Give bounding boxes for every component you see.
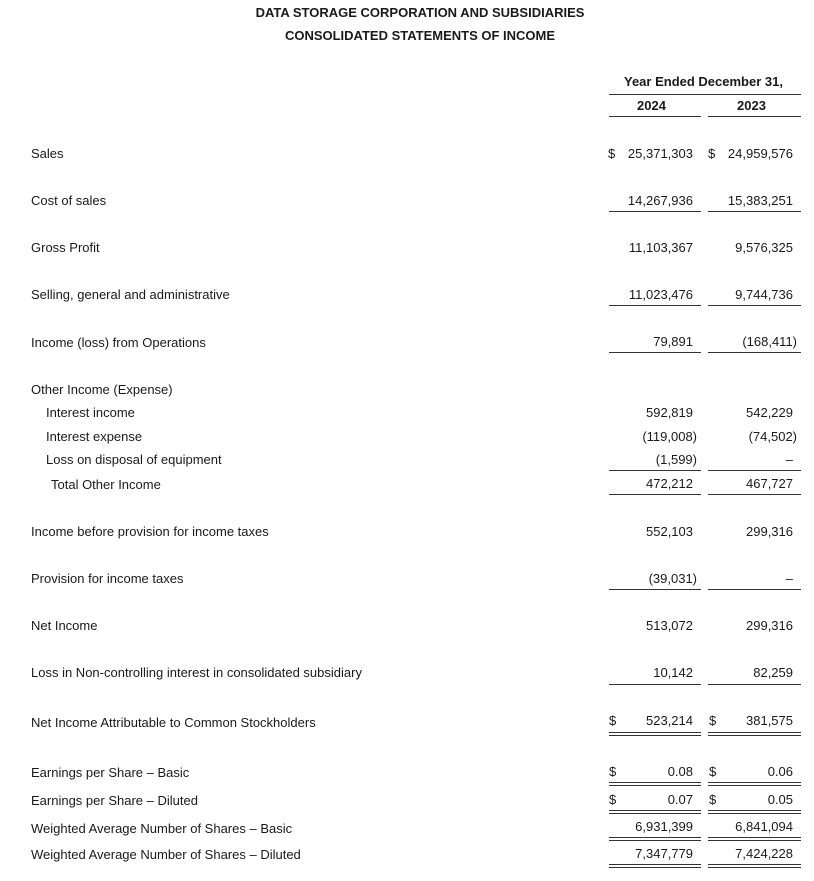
shares-basic-2024: 6,931,399 bbox=[635, 819, 693, 834]
subtotal-rule bbox=[609, 494, 701, 495]
row-label-sga: Selling, general and administrative bbox=[31, 287, 230, 302]
total-double-rule bbox=[708, 732, 801, 736]
pretax-income-2023: 299,316 bbox=[746, 524, 793, 539]
period-header: Year Ended December 31, bbox=[624, 74, 783, 89]
row-label-eps-basic: Earnings per Share – Basic bbox=[31, 765, 190, 780]
row-label-shares-diluted: Weighted Average Number of Shares – Diluted bbox=[31, 847, 301, 862]
subtotal-rule bbox=[708, 352, 801, 353]
eps-basic-2024: 0.08 bbox=[667, 764, 693, 779]
shares-diluted-2024: 7,347,779 bbox=[635, 846, 693, 861]
subtotal-rule bbox=[609, 684, 701, 685]
row-label-sales: Sales bbox=[31, 146, 64, 161]
subtotal-rule bbox=[708, 494, 801, 495]
eps-basic-2023: 0.06 bbox=[767, 764, 793, 779]
total-double-rule bbox=[609, 864, 701, 868]
shares-basic-2023: 6,841,094 bbox=[735, 819, 793, 834]
total-double-rule bbox=[609, 732, 701, 736]
pretax-income-2024: 552,103 bbox=[646, 524, 693, 539]
column-2024-header: 2024 bbox=[637, 98, 666, 113]
gross-profit-2023: 9,576,325 bbox=[735, 240, 793, 255]
currency-symbol: $ bbox=[709, 713, 717, 728]
loss-on-disposal-2023: – bbox=[785, 452, 793, 467]
tax-provision-2024: (39,031) bbox=[648, 571, 697, 586]
row-label-interest-expense: Interest expense bbox=[46, 429, 143, 444]
total-double-rule bbox=[609, 782, 701, 786]
eps-diluted-2023: 0.05 bbox=[767, 792, 793, 807]
period-header-rule bbox=[609, 94, 801, 95]
row-label-pretax-income: Income before provision for income taxes bbox=[31, 524, 269, 539]
interest-expense-2024: (119,008) bbox=[642, 429, 697, 444]
row-label-interest-income: Interest income bbox=[46, 405, 135, 420]
interest-expense-2023: (74,502) bbox=[748, 429, 797, 444]
interest-income-2023: 542,229 bbox=[746, 405, 793, 420]
total-double-rule bbox=[609, 810, 701, 814]
noncontrolling-interest-2024: 10,142 bbox=[653, 665, 693, 680]
statement-title: CONSOLIDATED STATEMENTS OF INCOME bbox=[284, 28, 556, 43]
net-income-common-2023: 381,575 bbox=[746, 713, 793, 728]
total-other-income-2023: 467,727 bbox=[746, 476, 793, 491]
row-label-net-income-common: Net Income Attributable to Common Stockholders bbox=[31, 715, 316, 730]
tax-provision-2023: – bbox=[785, 571, 793, 586]
cost-of-sales-2024: 14,267,936 bbox=[627, 193, 693, 208]
sga-2024: 11,023,476 bbox=[628, 287, 693, 302]
subtotal-rule bbox=[708, 470, 801, 471]
row-label-cost-of-sales: Cost of sales bbox=[31, 193, 107, 208]
currency-symbol: $ bbox=[708, 146, 716, 161]
row-label-tax-provision: Provision for income taxes bbox=[31, 571, 184, 586]
subtotal-rule bbox=[708, 589, 801, 590]
currency-symbol: $ bbox=[609, 764, 617, 779]
net-income-common-2024: 523,214 bbox=[646, 713, 693, 728]
currency-symbol: $ bbox=[609, 713, 617, 728]
row-label-gross-profit: Gross Profit bbox=[31, 240, 100, 255]
subtotal-rule bbox=[708, 211, 801, 212]
column-2023-rule bbox=[708, 116, 801, 117]
row-label-noncontrolling-interest: Loss in Non-controlling interest in consolidated subsidiary bbox=[31, 665, 362, 680]
gross-profit-2024: 11,103,367 bbox=[628, 240, 693, 255]
loss-on-disposal-2024: (1,599) bbox=[655, 452, 697, 467]
subtotal-rule bbox=[708, 684, 801, 685]
total-double-rule bbox=[708, 837, 801, 841]
currency-symbol: $ bbox=[609, 792, 617, 807]
row-label-other-income-header: Other Income (Expense) bbox=[31, 382, 173, 397]
total-double-rule bbox=[609, 837, 701, 841]
eps-diluted-2024: 0.07 bbox=[667, 792, 693, 807]
sga-2023: 9,744,736 bbox=[735, 287, 793, 302]
sales-2023: 24,959,576 bbox=[727, 146, 793, 161]
total-double-rule bbox=[708, 864, 801, 868]
cost-of-sales-2023: 15,383,251 bbox=[727, 193, 793, 208]
subtotal-rule bbox=[609, 589, 701, 590]
currency-symbol: $ bbox=[709, 792, 717, 807]
net-income-2023: 299,316 bbox=[746, 618, 793, 633]
total-double-rule bbox=[708, 782, 801, 786]
operations-2023: (168,411) bbox=[742, 334, 797, 349]
row-label-total-other-income: Total Other Income bbox=[51, 477, 161, 492]
column-2023-header: 2023 bbox=[737, 98, 766, 113]
row-label-net-income: Net Income bbox=[31, 618, 98, 633]
shares-diluted-2023: 7,424,228 bbox=[735, 846, 793, 861]
total-double-rule bbox=[708, 810, 801, 814]
row-label-operations: Income (loss) from Operations bbox=[31, 335, 206, 350]
row-label-eps-diluted: Earnings per Share – Diluted bbox=[31, 793, 198, 808]
sales-2024: 25,371,303 bbox=[627, 146, 693, 161]
currency-symbol: $ bbox=[709, 764, 717, 779]
total-other-income-2024: 472,212 bbox=[646, 476, 693, 491]
subtotal-rule bbox=[609, 352, 701, 353]
column-2024-rule bbox=[609, 116, 701, 117]
row-label-loss-on-disposal: Loss on disposal of equipment bbox=[46, 452, 222, 467]
company-name: DATA STORAGE CORPORATION AND SUBSIDIARIES bbox=[255, 5, 585, 20]
row-label-shares-basic: Weighted Average Number of Shares – Basic bbox=[31, 821, 293, 836]
subtotal-rule bbox=[609, 211, 701, 212]
subtotal-rule bbox=[609, 470, 701, 471]
operations-2024: 79,891 bbox=[653, 334, 693, 349]
currency-symbol: $ bbox=[608, 146, 616, 161]
subtotal-rule bbox=[708, 305, 801, 306]
noncontrolling-interest-2023: 82,259 bbox=[753, 665, 793, 680]
interest-income-2024: 592,819 bbox=[646, 405, 693, 420]
net-income-2024: 513,072 bbox=[646, 618, 693, 633]
subtotal-rule bbox=[609, 305, 701, 306]
